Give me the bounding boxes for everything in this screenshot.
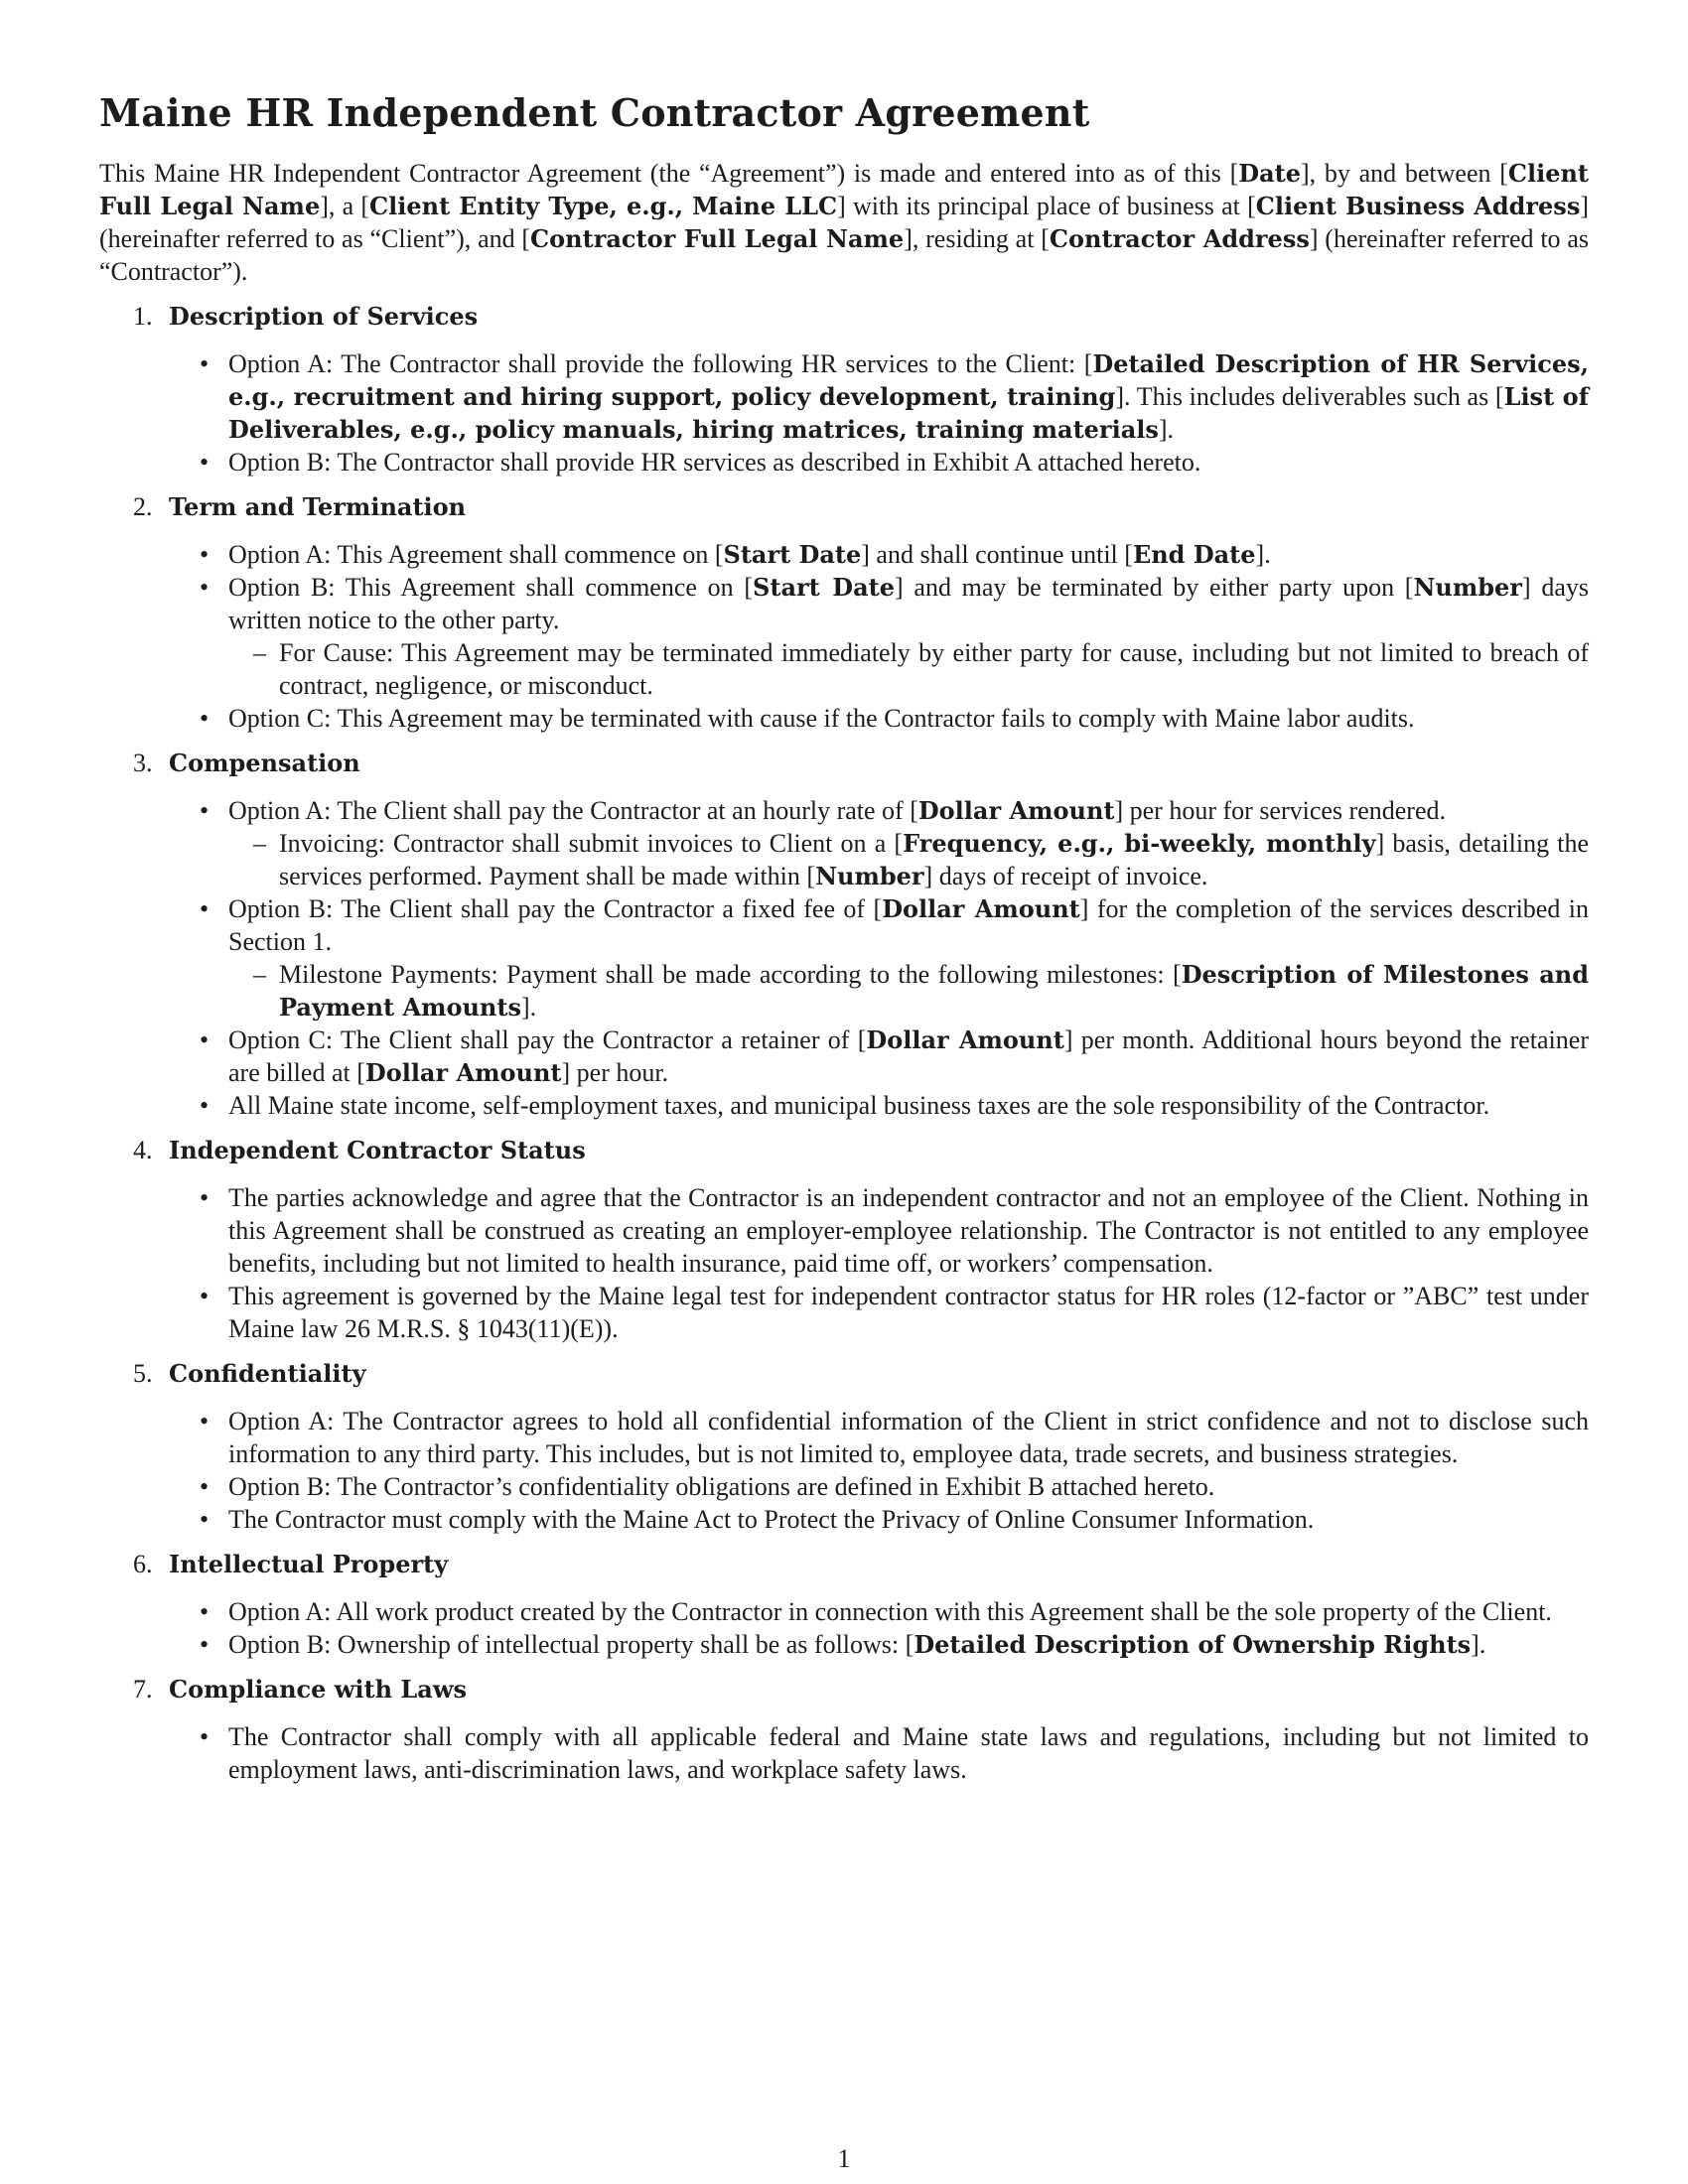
text-run: This agreement is governed by the Maine legal test for independent contractor status for HR roles (12-factor or ”ABC” test under Maine law 26 M.R.S. § 1043(11)(E)). <box>228 1282 1589 1343</box>
text-run: Option A: All work product created by the Contractor in connection with this Agreement shall be the sole property of the Client. <box>228 1597 1552 1626</box>
section-heading <box>99 1548 1589 1580</box>
placeholder-field: Number <box>815 862 924 890</box>
section-title: Intellectual Property <box>169 1550 449 1578</box>
bullet-icon: • <box>200 1407 210 1435</box>
text-run: ] per month. Additional hours beyond the retainer are billed at [ <box>228 1025 1589 1087</box>
section <box>99 1673 1589 1786</box>
sub-list-item <box>99 827 1589 892</box>
intro-paragraph <box>99 157 1589 288</box>
list-item <box>99 1405 1589 1470</box>
placeholder-field: Number <box>1413 573 1522 602</box>
section-title: Compliance with Laws <box>169 1675 468 1704</box>
bullet-icon: • <box>200 1630 210 1659</box>
list-item <box>99 1024 1589 1089</box>
list-item <box>99 571 1589 636</box>
list-item <box>99 1720 1589 1786</box>
placeholder-field: End Date <box>1132 540 1256 569</box>
section-heading <box>99 300 1589 333</box>
text-run: Option B: This Agreement shall commence on [ <box>228 573 754 602</box>
text-run: ]. <box>520 993 537 1022</box>
text-run: ] (hereinafter referred to as “Contractor”). <box>99 224 1589 286</box>
list-item <box>99 347 1589 446</box>
bullet-icon: • <box>200 573 210 602</box>
text-run: This Maine HR Independent Contractor Agreement (the “Agreement”) is made and entered into as of this [ <box>99 159 1239 188</box>
placeholder-field: Date <box>1238 159 1302 188</box>
section-number: 3. <box>133 749 153 777</box>
section-heading <box>99 1357 1589 1390</box>
section-number: 7. <box>133 1675 153 1704</box>
section <box>99 490 1589 735</box>
section-number: 2. <box>133 492 153 521</box>
sub-list-item <box>99 636 1589 702</box>
text-run: ] per hour for services rendered. <box>1114 796 1446 825</box>
bullet-icon: • <box>200 1597 210 1626</box>
list-item <box>99 446 1589 478</box>
section <box>99 747 1589 1122</box>
text-run: The parties acknowledge and agree that the Contractor is an independent contractor and not an employee of the Client. Nothing in this Agreement shall be construed as creating an employer-employee relationship. The Contractor is not entitled to any employee benefits, including but not limited to health insurance, paid time off, or workers’ compensation. <box>228 1183 1589 1278</box>
text-run: Option B: The Contractor’s confidentiality obligations are defined in Exhibit B attached hereto. <box>228 1472 1215 1501</box>
text-run: Option A: The Contractor shall provide the following HR services to the Client: [ <box>228 349 1093 378</box>
section-number: 5. <box>133 1359 153 1388</box>
text-run: ] basis, detailing the services performed. Payment shall be made within [ <box>279 829 1589 890</box>
placeholder-field: Client Business Address <box>1255 192 1581 220</box>
placeholder-field: Contractor Address <box>1049 224 1310 253</box>
text-run: ] days of receipt of invoice. <box>923 862 1208 890</box>
text-run: Option C: This Agreement may be terminated with cause if the Contractor fails to comply with Maine labor audits. <box>228 704 1415 733</box>
text-run: ] for the completion of the services described in Section 1. <box>228 894 1590 956</box>
sub-list-item <box>99 958 1589 1024</box>
text-run: Option B: The Client shall pay the Contractor a fixed fee of [ <box>228 894 883 923</box>
list-item <box>99 538 1589 571</box>
placeholder-field: List of Deliverables, e.g., policy manuals, hiring matrices, training materials <box>228 382 1590 444</box>
text-run: Milestone Payments: Payment shall be made according to the following milestones: [ <box>279 960 1182 989</box>
placeholder-field: Start Date <box>723 540 862 569</box>
bullet-icon: • <box>200 1025 210 1054</box>
bullet-icon: • <box>200 1472 210 1501</box>
text-run: Option C: The Client shall pay the Contractor a retainer of [ <box>228 1025 867 1054</box>
section <box>99 1357 1589 1536</box>
text-run: ]. <box>1471 1630 1486 1659</box>
section-number: 6. <box>133 1550 153 1578</box>
text-run: ] (hereinafter referred to as “Client”), and [ <box>99 192 1590 253</box>
list-item <box>99 794 1589 827</box>
placeholder-field: Dollar Amount <box>364 1058 562 1087</box>
placeholder-field: Start Date <box>753 573 896 602</box>
section <box>99 1134 1589 1345</box>
placeholder-field: Description of Milestones and Payment Amounts <box>279 960 1589 1022</box>
section-title: Description of Services <box>169 302 479 331</box>
section-number: 1. <box>133 302 153 331</box>
list-item <box>99 1503 1589 1536</box>
bullet-icon: • <box>200 796 210 825</box>
text-run: ]. This includes deliverables such as [ <box>1115 382 1504 411</box>
bullet-icon: • <box>200 1183 210 1212</box>
list-item <box>99 1280 1589 1345</box>
text-run: Invoicing: Contractor shall submit invoices to Client on a [ <box>279 829 904 858</box>
placeholder-field: Frequency, e.g., bi-weekly, monthly <box>903 829 1376 858</box>
text-run: ] and shall continue until [ <box>861 540 1133 569</box>
bullet-icon: • <box>200 1091 210 1120</box>
list-item <box>99 1181 1589 1280</box>
text-run: For Cause: This Agreement may be terminated immediately by either party for cause, including but not limited to breach of contract, negligence, or misconduct. <box>279 638 1589 700</box>
placeholder-field: Dollar Amount <box>917 796 1115 825</box>
text-run: ], by and between [ <box>1301 159 1508 188</box>
section-heading <box>99 1673 1589 1706</box>
text-run: ]. <box>1158 415 1175 444</box>
list-item <box>99 1089 1589 1122</box>
page-number: 1 <box>837 2144 851 2173</box>
list-item <box>99 1470 1589 1503</box>
bullet-icon: • <box>200 704 210 733</box>
placeholder-field: Contractor Full Legal Name <box>530 224 905 253</box>
text-run: All Maine state income, self-employment taxes, and municipal business taxes are the sole responsibility of the Contractor. <box>228 1091 1490 1120</box>
placeholder-field: Client Entity Type, e.g., Maine LLC <box>369 192 838 220</box>
placeholder-field: Client Full Legal Name <box>99 159 1589 220</box>
text-run: Option A: This Agreement shall commence on [ <box>228 540 724 569</box>
text-run: ] with its principal place of business at [ <box>837 192 1256 220</box>
section-title: Independent Contractor Status <box>169 1136 586 1164</box>
section-number: 4. <box>133 1136 153 1164</box>
list-item <box>99 702 1589 735</box>
bullet-icon: • <box>200 1505 210 1534</box>
text-run: The Contractor shall comply with all applicable federal and Maine state laws and regulations, including but not limited to employment laws, anti-discrimination laws, and workplace safety laws. <box>228 1722 1589 1784</box>
dash-icon: – <box>253 960 266 989</box>
section-title: Confidentiality <box>169 1359 366 1388</box>
text-run: ] per hour. <box>561 1058 669 1087</box>
bullet-icon: • <box>200 1722 210 1751</box>
dash-icon: – <box>253 829 266 858</box>
list-item <box>99 1628 1589 1661</box>
text-run: Option A: The Client shall pay the Contractor at an hourly rate of [ <box>228 796 918 825</box>
text-run: ], residing at [ <box>904 224 1050 253</box>
text-run: The Contractor must comply with the Maine Act to Protect the Privacy of Online Consumer Information. <box>228 1505 1315 1534</box>
text-run: Option B: The Contractor shall provide HR services as described in Exhibit A attached hereto. <box>228 448 1201 477</box>
bullet-icon: • <box>200 448 210 477</box>
bullet-icon: • <box>200 1282 210 1310</box>
section <box>99 300 1589 478</box>
list-item <box>99 892 1589 958</box>
bullet-icon: • <box>200 540 210 569</box>
placeholder-field: Dollar Amount <box>866 1025 1064 1054</box>
document-body <box>99 87 1589 1786</box>
bullet-icon: • <box>200 349 210 378</box>
text-run: ] and may be terminated by either party upon [ <box>895 573 1414 602</box>
placeholder-field: Dollar Amount <box>882 894 1080 923</box>
text-run: ], a [ <box>320 192 370 220</box>
section <box>99 1548 1589 1661</box>
sections-list <box>99 300 1589 1786</box>
text-run: ]. <box>1255 540 1271 569</box>
section-heading <box>99 1134 1589 1166</box>
text-run: ] days written notice to the other party. <box>228 573 1589 634</box>
dash-icon: – <box>253 638 266 667</box>
section-title: Compensation <box>169 749 360 777</box>
placeholder-field: Detailed Description of HR Services, e.g., recruitment and hiring support, policy development, training <box>228 349 1589 411</box>
placeholder-field: Detailed Description of Ownership Rights <box>914 1630 1472 1659</box>
document-title: Maine HR Independent Contractor Agreement <box>99 90 1090 135</box>
section-heading <box>99 490 1589 523</box>
section-heading <box>99 747 1589 779</box>
bullet-icon: • <box>200 894 210 923</box>
section-title: Term and Termination <box>169 492 467 521</box>
text-run: Option A: The Contractor agrees to hold all confidential information of the Client in strict confidence and not to disclose such information to any third party. This includes, but is not limited to, employee data, trade secrets, and business strategies. <box>228 1407 1589 1468</box>
text-run: Option B: Ownership of intellectual property shall be as follows: [ <box>228 1630 914 1659</box>
list-item <box>99 1595 1589 1628</box>
